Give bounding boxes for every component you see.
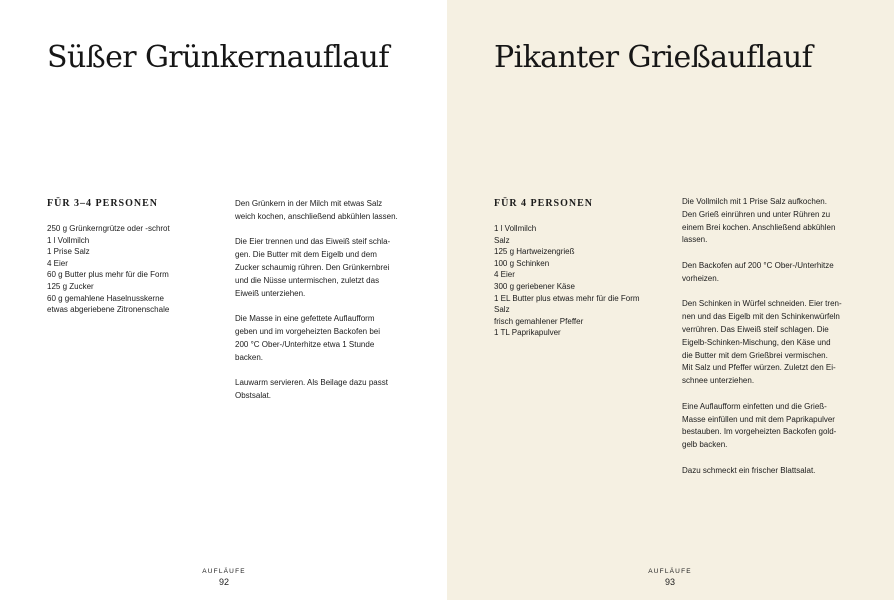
instruction-paragraph bbox=[682, 196, 842, 247]
ingredient-item: 1 TL Paprikapulver bbox=[494, 328, 561, 338]
servings-heading: FÜR 3–4 PERSONEN bbox=[47, 198, 159, 209]
ingredient-item: frisch gemahlener Pfeffer bbox=[494, 316, 584, 326]
right-page bbox=[447, 0, 894, 600]
text-line: einem Brei kochen. Anschließend abkühlen bbox=[682, 222, 836, 232]
instruction-paragraph bbox=[235, 313, 398, 364]
ingredient-item: Salz bbox=[494, 235, 510, 245]
ingredient-item: 1 Prise Salz bbox=[47, 247, 90, 257]
text-line: vorheizen. bbox=[682, 273, 719, 283]
ingredient-item: 1 l Vollmilch bbox=[494, 224, 537, 233]
text-line: Eigelb-Schinken-Mischung, den Käse und bbox=[682, 337, 831, 347]
text-line: Zucker schaumig rühren. Den Grünkernbrei bbox=[235, 262, 390, 272]
ingredient-item: etwas abgeriebene Zitronenschale bbox=[47, 305, 170, 315]
text-line: Masse einfüllen und mit dem Paprikapulver bbox=[682, 414, 835, 424]
text-line: die Butter mit dem Grießbrei vermischen. bbox=[682, 350, 828, 360]
instructions bbox=[235, 198, 398, 416]
text-line: Lauwarm servieren. Als Beilage dazu passt bbox=[235, 378, 388, 388]
instruction-paragraph bbox=[235, 377, 398, 403]
servings-heading: FÜR 4 PERSONEN bbox=[494, 198, 594, 209]
ingredient-item: 60 g gemahlene Haselnusskerne bbox=[47, 293, 164, 303]
ingredient-item: 4 Eier bbox=[494, 270, 515, 280]
ingredient-item: 250 g Grünkerngrütze oder -schrot bbox=[47, 224, 170, 233]
text-line: Die Vollmilch mit 1 Prise Salz aufkochen. bbox=[682, 197, 827, 206]
text-line: geben und im vorgeheizten Backofen bei bbox=[235, 326, 380, 336]
text-line: Dazu schmeckt ein frischer Blattsalat. bbox=[682, 465, 816, 475]
text-line: bestauben. Im vorgeheizten Backofen gold- bbox=[682, 427, 837, 437]
recipe-title: Süßer Grünkernauflauf bbox=[47, 40, 389, 75]
text-line: Den Grünkern in der Milch mit etwas Salz bbox=[235, 199, 383, 208]
ingredient-list bbox=[47, 223, 170, 316]
text-line: Obstsalat. bbox=[235, 390, 272, 400]
text-line: Die Masse in eine gefettete Auflaufform bbox=[235, 314, 375, 324]
ingredient-item: 1 EL Butter plus etwas mehr für die Form bbox=[494, 293, 640, 303]
text-line: weich kochen, anschließend abkühlen lassen. bbox=[235, 211, 398, 221]
text-line: und die Nüsse untermischen, zuletzt das bbox=[235, 275, 380, 285]
section-label: AUFLÄUFE bbox=[202, 568, 246, 575]
text-line: gelb backen. bbox=[682, 440, 728, 450]
text-line: 200 °C Ober-/Unterhitze etwa 1 Stunde bbox=[235, 339, 375, 349]
text-line: verrühren. Das Eiweiß steif schlagen. Die bbox=[682, 324, 829, 334]
section-label: AUFLÄUFE bbox=[648, 568, 692, 575]
instruction-paragraph bbox=[235, 198, 398, 224]
text-line: Eiweiß unterziehen. bbox=[235, 288, 306, 298]
text-line: Eine Auflaufform einfetten und die Grieß- bbox=[682, 401, 827, 411]
instruction-paragraph bbox=[682, 260, 842, 286]
page-number: 93 bbox=[664, 577, 675, 587]
page-footer bbox=[194, 567, 254, 589]
ingredient-item: Salz bbox=[494, 305, 510, 315]
ingredient-item: 300 g geriebener Käse bbox=[494, 281, 575, 291]
ingredient-item: 4 Eier bbox=[47, 258, 68, 268]
text-line: Den Backofen auf 200 °C Ober-/Unterhitze bbox=[682, 260, 834, 270]
text-line: Mit Salz und Pfeffer würzen. Zuletzt den Ei- bbox=[682, 363, 836, 373]
instruction-paragraph bbox=[682, 298, 842, 388]
recipe-title: Pikanter Grießauflauf bbox=[494, 40, 813, 75]
ingredient-item: 100 g Schinken bbox=[494, 258, 550, 268]
text-line: Die Eier trennen und das Eiweiß steif schla- bbox=[235, 237, 391, 247]
text-line: lassen. bbox=[682, 235, 708, 245]
ingredient-list bbox=[494, 223, 640, 339]
instruction-paragraph bbox=[235, 236, 398, 300]
ingredient-item: 125 g Zucker bbox=[47, 281, 94, 291]
text-line: backen. bbox=[235, 352, 264, 362]
instruction-paragraph bbox=[682, 401, 842, 452]
instructions bbox=[682, 196, 842, 490]
page-footer bbox=[640, 567, 700, 589]
text-line: gen. Die Butter mit dem Eigelb und dem bbox=[235, 250, 377, 260]
ingredient-item: 125 g Hartweizengrieß bbox=[494, 247, 575, 257]
instruction-paragraph bbox=[682, 465, 842, 478]
text-line: Den Grieß einrühren und unter Rühren zu bbox=[682, 209, 831, 219]
text-line: nen und das Eigelb mit den Schinkenwürfeln bbox=[682, 312, 840, 322]
text-line: Den Schinken in Würfel schneiden. Eier tren- bbox=[682, 299, 842, 309]
page-number: 92 bbox=[218, 577, 229, 587]
ingredient-item: 1 l Vollmilch bbox=[47, 235, 90, 245]
ingredient-item: 60 g Butter plus mehr für die Form bbox=[47, 270, 169, 280]
text-line: schnee unterziehen. bbox=[682, 376, 755, 386]
